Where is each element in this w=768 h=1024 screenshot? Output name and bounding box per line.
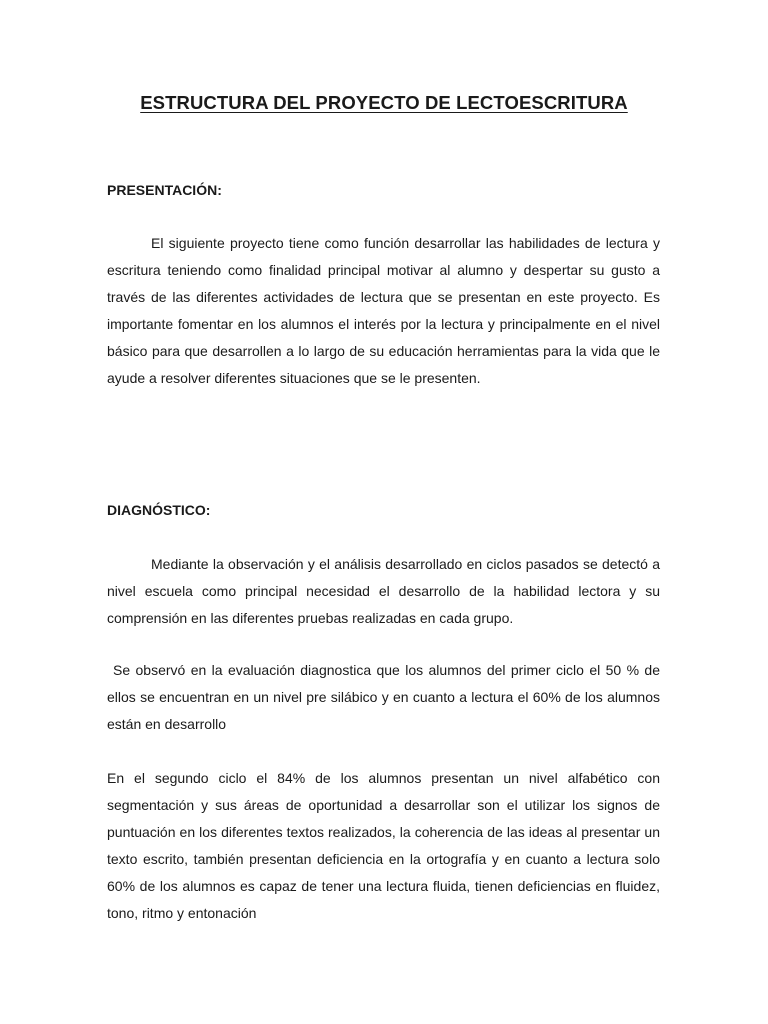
paragraph-diagnostico-2: Se observó en la evaluación diagnostica que los alumnos del primer ciclo el 50 % de ellos se encuentran en un nivel pre silábico y en cuanto a lectura el 60% de los alumnos están en desarrollo	[107, 662, 660, 732]
paragraph-diagnostico-3: En el segundo ciclo el 84% de los alumnos presentan un nivel alfabético con segmentación y sus áreas de oportunidad a desarrollar son el utilizar los signos de puntuación en los diferentes textos realizados, la coherencia de las ideas al presentar un texto escrito, también presentan deficiencia en la ortografía y en cuanto a lectura solo 60% de los alumnos es capaz de tener una lectura fluida, tienen deficiencias en fluidez, tono, ritmo y entonación	[107, 770, 660, 921]
document-title: ESTRUCTURA DEL PROYECTO DE LECTOESCRITURA	[140, 92, 628, 113]
section-heading-diagnostico: DIAGNÓSTICO:	[107, 502, 211, 518]
paragraph-presentacion: El siguiente proyecto tiene como función desarrollar las habilidades de lectura y escritura teniendo como finalidad principal motivar al alumno y despertar su gusto a través de las diferentes actividades de lectura que se presentan en este proyecto. Es importante fomentar en los alumnos el interés por la lectura y principalmente en el nivel básico para que desarrollen a lo largo de su educación herramientas para la vida que le ayude a resolver diferentes situaciones que se le presenten.	[107, 235, 660, 386]
section-heading-presentacion: PRESENTACIÓN:	[107, 182, 222, 198]
paragraph-diagnostico-1: Mediante la observación y el análisis desarrollado en ciclos pasados se detectó a nivel escuela como principal necesidad el desarrollo de la habilidad lectora y su comprensión en las diferentes pruebas realizadas en cada grupo.	[107, 556, 660, 626]
